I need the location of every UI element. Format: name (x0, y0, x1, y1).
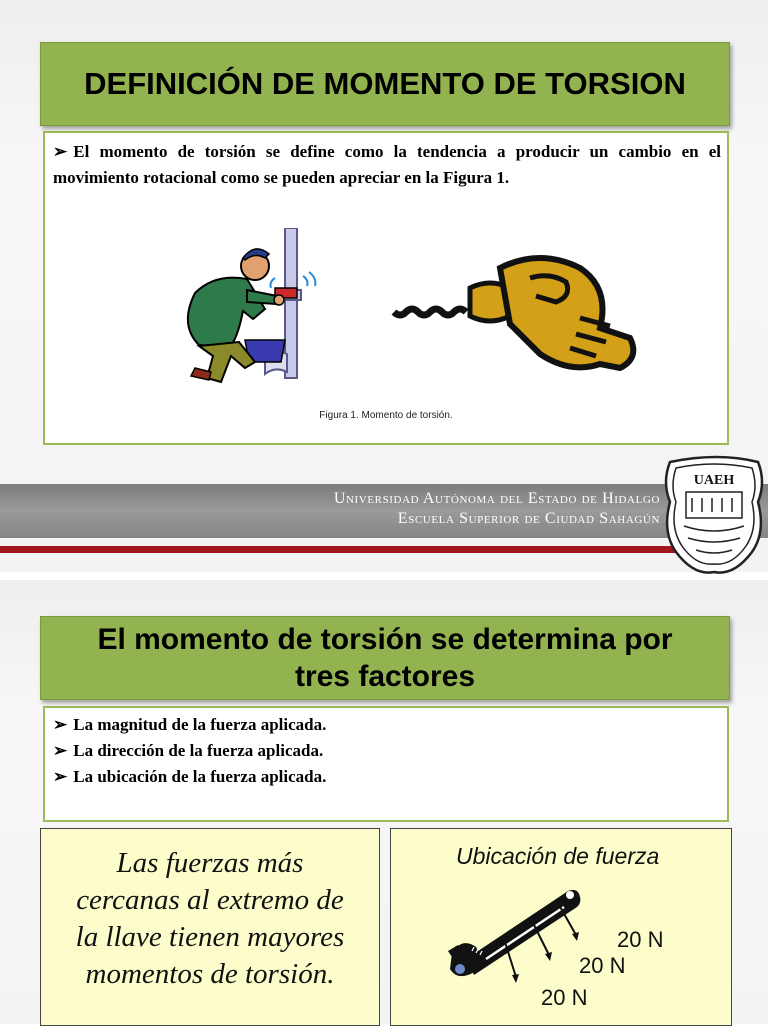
uaeh-seal-logo (662, 452, 766, 576)
svg-text:UAEH: UAEH (693, 473, 735, 488)
figure-caption: Figura 1. Momento de torsión. (319, 410, 453, 421)
university-banner (0, 484, 768, 538)
university-name: Universidad Autónoma del Estado de Hidalgo (333, 490, 660, 507)
slide-1-title (40, 42, 730, 126)
hand-wrench-illustration (390, 248, 650, 378)
slide-2-title-line-1: El momento de torsión se determina por (97, 623, 673, 656)
explanation-text (41, 845, 379, 993)
explanation-line: Las fuerzas más (116, 847, 304, 879)
definition-paragraph (53, 139, 721, 191)
force-location-box (390, 828, 732, 1026)
school-name: Escuela Superior de Ciudad Sahagún (397, 510, 660, 527)
plumber-illustration (185, 228, 365, 388)
bullet-arrow-icon: ➢ (53, 142, 68, 161)
explanation-line: la llave tienen mayores (75, 921, 345, 953)
accent-red-line (0, 546, 680, 553)
explanation-line: cercanas al extremo de (76, 884, 344, 916)
factors-box (43, 706, 729, 822)
factor-text: La magnitud de la fuerza aplicada. (73, 715, 327, 734)
slide-1-title-text: DEFINICIÓN DE MOMENTO DE TORSION (84, 66, 686, 101)
factor-text: La ubicación de la fuerza aplicada. (73, 767, 327, 786)
factor-item (53, 712, 326, 738)
bullet-arrow-icon: ➢ (53, 715, 68, 734)
factor-item (53, 738, 323, 764)
force-label-far: 20 N (617, 927, 664, 952)
wrench-diagram (446, 879, 586, 989)
slide-2-title-line-2: tres factores (294, 660, 476, 693)
definition-text: El momento de torsión se define como la tendencia a producir un cambio en el movimiento rotacional como se pueden apreciar en la Figura 1. (53, 142, 721, 187)
explanation-box (40, 828, 380, 1026)
factor-text: La dirección de la fuerza aplicada. (73, 741, 324, 760)
force-location-title: Ubicación de fuerza (456, 843, 660, 869)
force-label-middle: 20 N (579, 953, 626, 978)
factor-item (53, 764, 326, 790)
bullet-arrow-icon: ➢ (53, 741, 68, 760)
slide-2 (0, 580, 768, 1024)
slide-1-content-box (43, 131, 729, 445)
slide-2-title (40, 616, 730, 700)
explanation-line: momentos de torsión. (85, 958, 335, 990)
force-label-near: 20 N (541, 985, 588, 1010)
bullet-arrow-icon: ➢ (53, 767, 68, 786)
